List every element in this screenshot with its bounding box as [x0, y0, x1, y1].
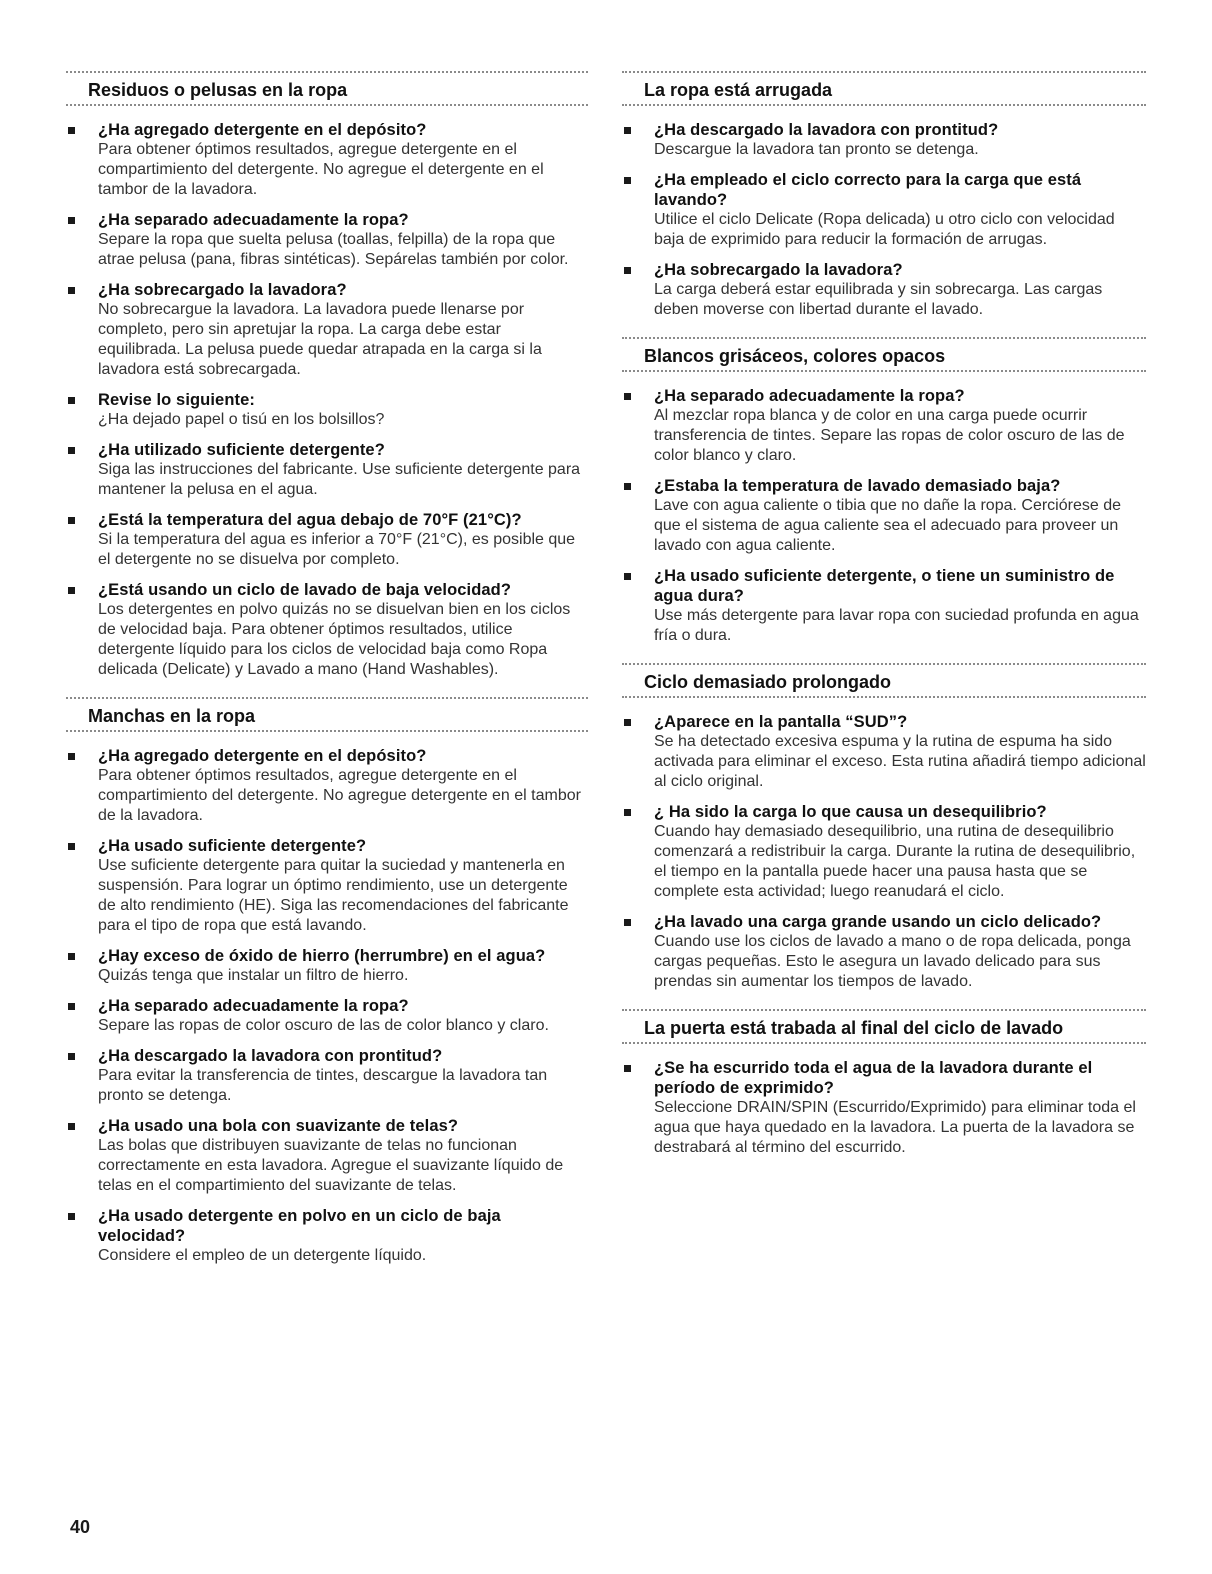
- question-text: ¿Ha separado adecuadamente la ropa?: [98, 997, 409, 1015]
- list-item: [66, 1046, 588, 1106]
- question-text: ¿Ha sobrecargado la lavadora?: [654, 261, 903, 279]
- answer-text: Descargue la lavadora tan pronto se detenga.: [654, 141, 979, 158]
- answer-text: No sobrecargue la lavadora. La lavadora puede llenarse por completo, pero sin apretujar la ropa. La carga debe estar equilibrada. La pelusa puede quedar atrapada en la carga si la lavadora está sobrecargada.: [98, 301, 542, 378]
- square-bullet-icon: [68, 397, 75, 404]
- answer-text: Se ha detectado excesiva espuma y la rutina de espuma ha sido activada para eliminar el exceso. Esta rutina añadirá tiempo adicional al ciclo original.: [654, 733, 1146, 790]
- section-header: [66, 66, 588, 108]
- list-item: [622, 566, 1146, 646]
- square-bullet-icon: [624, 483, 631, 490]
- answer-text: Si la temperatura del agua es inferior a 70°F (21°C), es posible que el detergente no se disuelva por completo.: [98, 531, 576, 568]
- question-list: [66, 120, 588, 680]
- square-bullet-icon: [68, 1053, 75, 1060]
- page-number: 40: [70, 1517, 91, 1537]
- question-text: ¿Ha usado una bola con suavizante de telas?: [98, 1117, 459, 1135]
- section-header: [622, 658, 1146, 700]
- answer-text: Use suficiente detergente para quitar la suciedad y mantenerla en suspensión. Para lograr un óptimo rendimiento, use un detergente de alto rendimiento (HE). Siga las recomendaciones del fabricante para el tipo de ropa que está lavando.: [98, 857, 569, 934]
- answer-text: Seleccione DRAIN/SPIN (Escurrido/Exprimido) para eliminar toda el agua que haya quedado en la lavadora. La puerta de la lavadora se destrabará al término del escurrido.: [654, 1099, 1136, 1156]
- square-bullet-icon: [68, 1213, 75, 1220]
- list-item: [622, 120, 1146, 160]
- list-item: [66, 390, 588, 430]
- question-text: ¿Se ha escurrido toda el agua de la lavadora durante el período de exprimido?: [654, 1059, 1093, 1097]
- square-bullet-icon: [68, 127, 75, 134]
- section-header: [622, 1004, 1146, 1046]
- answer-text: Las bolas que distribuyen suavizante de telas no funcionan correctamente en esta lavadora. Agregue el suavizante líquido de telas en el compartimiento del suavizante de telas.: [98, 1137, 564, 1194]
- section-title: La puerta está trabada al final del ciclo de lavado: [644, 1018, 1064, 1038]
- list-item: [66, 210, 588, 270]
- list-item: [66, 946, 588, 986]
- right-column: [622, 66, 1146, 1170]
- answer-text: Para obtener óptimos resultados, agregue detergente en el compartimiento del detergente. No agregue el detergente en el tambor de la lavadora.: [98, 141, 544, 198]
- square-bullet-icon: [624, 719, 631, 726]
- question-text: ¿Hay exceso de óxido de hierro (herrumbre) en el agua?: [98, 947, 546, 965]
- square-bullet-icon: [68, 1003, 75, 1010]
- answer-text: Siga las instrucciones del fabricante. Use suficiente detergente para mantener la pelusa en el agua.: [98, 461, 581, 498]
- question-text: ¿Ha agregado detergente en el depósito?: [98, 121, 427, 139]
- square-bullet-icon: [68, 447, 75, 454]
- question-text: ¿Está la temperatura del agua debajo de 70°F (21°C)?: [98, 511, 522, 529]
- answer-text: Cuando use los ciclos de lavado a mano o de ropa delicada, ponga cargas pequeñas. Esto le asegura un lavado delicado para sus prendas sin aumentar los tiempos de lavado.: [654, 933, 1131, 990]
- question-list: [622, 1058, 1146, 1158]
- square-bullet-icon: [68, 953, 75, 960]
- list-item: [622, 170, 1146, 250]
- list-item: [622, 476, 1146, 556]
- square-bullet-icon: [624, 393, 631, 400]
- question-text: ¿Aparece en la pantalla “SUD”?: [654, 713, 908, 731]
- question-text: ¿Ha descargado la lavadora con prontitud?: [98, 1047, 443, 1065]
- section-title: Ciclo demasiado prolongado: [644, 672, 892, 692]
- answer-text: ¿Ha dejado papel o tisú en los bolsillos?: [98, 411, 385, 428]
- square-bullet-icon: [68, 287, 75, 294]
- answer-text: Al mezclar ropa blanca y de color en una carga puede ocurrir transferencia de tintes. Separe las ropas de color oscuro de las de color blanco y claro.: [654, 407, 1125, 464]
- square-bullet-icon: [68, 753, 75, 760]
- answer-text: Cuando hay demasiado desequilibrio, una rutina de desequilibrio comenzará a redistribuir la carga. Durante la rutina de desequilibrio, el tiempo en la pantalla puede hacer una pausa hasta que se complete esta actividad; luego reanudará el ciclo.: [654, 823, 1136, 900]
- question-list: [622, 120, 1146, 320]
- section-title: Manchas en la ropa: [88, 706, 256, 726]
- section-la-puerta-esta-trabada-al-final-del-ciclo-de-lavado: [622, 1004, 1146, 1158]
- square-bullet-icon: [624, 919, 631, 926]
- square-bullet-icon: [624, 1065, 631, 1072]
- question-text: ¿Ha empleado el ciclo correcto para la carga que está lavando?: [654, 171, 1082, 209]
- answer-text: Separe las ropas de color oscuro de las de color blanco y claro.: [98, 1017, 549, 1034]
- answer-text: Los detergentes en polvo quizás no se disuelvan bien en los ciclos de velocidad baja. Para obtener óptimos resultados, utilice detergente líquido para los ciclos de velocidad baja como Ropa delicada (Delicate) y Lavado a mano (Hand Washables).: [98, 601, 571, 678]
- answer-text: Considere el empleo de un detergente líquido.: [98, 1247, 427, 1264]
- question-list: [622, 386, 1146, 646]
- square-bullet-icon: [68, 843, 75, 850]
- list-item: [66, 580, 588, 680]
- section-ciclo-demasiado-prolongado: [622, 658, 1146, 992]
- list-item: [66, 1116, 588, 1196]
- section-header: [622, 66, 1146, 108]
- square-bullet-icon: [624, 127, 631, 134]
- answer-text: Para evitar la transferencia de tintes, descargue la lavadora tan pronto se detenga.: [98, 1067, 548, 1104]
- question-text: ¿Ha separado adecuadamente la ropa?: [98, 211, 409, 229]
- list-item: [66, 746, 588, 826]
- square-bullet-icon: [624, 809, 631, 816]
- square-bullet-icon: [68, 517, 75, 524]
- question-text: ¿Ha separado adecuadamente la ropa?: [654, 387, 965, 405]
- square-bullet-icon: [68, 587, 75, 594]
- list-item: [622, 802, 1146, 902]
- square-bullet-icon: [68, 217, 75, 224]
- list-item: [622, 712, 1146, 792]
- question-text: Revise lo siguiente:: [98, 391, 255, 409]
- question-text: ¿ Ha sido la carga lo que causa un desequilibrio?: [654, 803, 1047, 821]
- section-title: Residuos o pelusas en la ropa: [88, 80, 348, 100]
- list-item: [622, 260, 1146, 320]
- question-text: ¿Ha lavado una carga grande usando un ciclo delicado?: [654, 913, 1102, 931]
- answer-text: Lave con agua caliente o tibia que no dañe la ropa. Cerciórese de que el sistema de agua caliente sea el adecuado para proveer un lavado con agua caliente.: [654, 497, 1121, 554]
- section-title: Blancos grisáceos, colores opacos: [644, 346, 946, 366]
- question-text: ¿Ha descargado la lavadora con prontitud?: [654, 121, 999, 139]
- question-text: ¿Ha sobrecargado la lavadora?: [98, 281, 347, 299]
- list-item: [66, 1206, 588, 1266]
- section-header: [66, 692, 588, 734]
- section-la-ropa-esta-arrugada: [622, 66, 1146, 320]
- question-text: ¿Ha usado suficiente detergente, o tiene un suministro de agua dura?: [654, 567, 1115, 605]
- answer-text: La carga deberá estar equilibrada y sin sobrecarga. Las cargas deben moverse con libertad durante el lavado.: [654, 281, 1103, 318]
- answer-text: Use más detergente para lavar ropa con suciedad profunda en agua fría o dura.: [654, 607, 1139, 644]
- list-item: [66, 836, 588, 936]
- question-text: ¿Estaba la temperatura de lavado demasiado baja?: [654, 477, 1061, 495]
- list-item: [622, 1058, 1146, 1158]
- list-item: [66, 510, 588, 570]
- list-item: [622, 386, 1146, 466]
- section-title: La ropa está arrugada: [644, 80, 833, 100]
- list-item: [66, 120, 588, 200]
- section-header: [622, 332, 1146, 374]
- square-bullet-icon: [624, 573, 631, 580]
- answer-text: Quizás tenga que instalar un filtro de hierro.: [98, 967, 409, 984]
- square-bullet-icon: [624, 267, 631, 274]
- question-list: [66, 746, 588, 1266]
- answer-text: Separe la ropa que suelta pelusa (toallas, felpilla) de la ropa que atrae pelusa (pana, fibras sintéticas). Sepárelas también por color.: [98, 231, 569, 268]
- question-text: ¿Ha agregado detergente en el depósito?: [98, 747, 427, 765]
- question-text: ¿Ha usado detergente en polvo en un ciclo de baja velocidad?: [98, 1207, 501, 1245]
- question-text: ¿Ha usado suficiente detergente?: [98, 837, 367, 855]
- answer-text: Utilice el ciclo Delicate (Ropa delicada) u otro ciclo con velocidad baja de exprimido para reducir la formación de arrugas.: [654, 211, 1115, 248]
- section-blancos-grisaceos-colores-opacos: [622, 332, 1146, 646]
- square-bullet-icon: [68, 1123, 75, 1130]
- answer-text: Para obtener óptimos resultados, agregue detergente en el compartimiento del detergente. No agregue detergente en el tambor de la lavadora.: [98, 767, 581, 824]
- question-text: ¿Está usando un ciclo de lavado de baja velocidad?: [98, 581, 512, 599]
- section-residuos-o-pelusas-en-la-ropa: [66, 66, 588, 680]
- list-item: [622, 912, 1146, 992]
- square-bullet-icon: [624, 177, 631, 184]
- left-column: [66, 66, 588, 1278]
- question-text: ¿Ha utilizado suficiente detergente?: [98, 441, 385, 459]
- question-list: [622, 712, 1146, 992]
- list-item: [66, 440, 588, 500]
- section-manchas-en-la-ropa: [66, 692, 588, 1266]
- list-item: [66, 280, 588, 380]
- list-item: [66, 996, 588, 1036]
